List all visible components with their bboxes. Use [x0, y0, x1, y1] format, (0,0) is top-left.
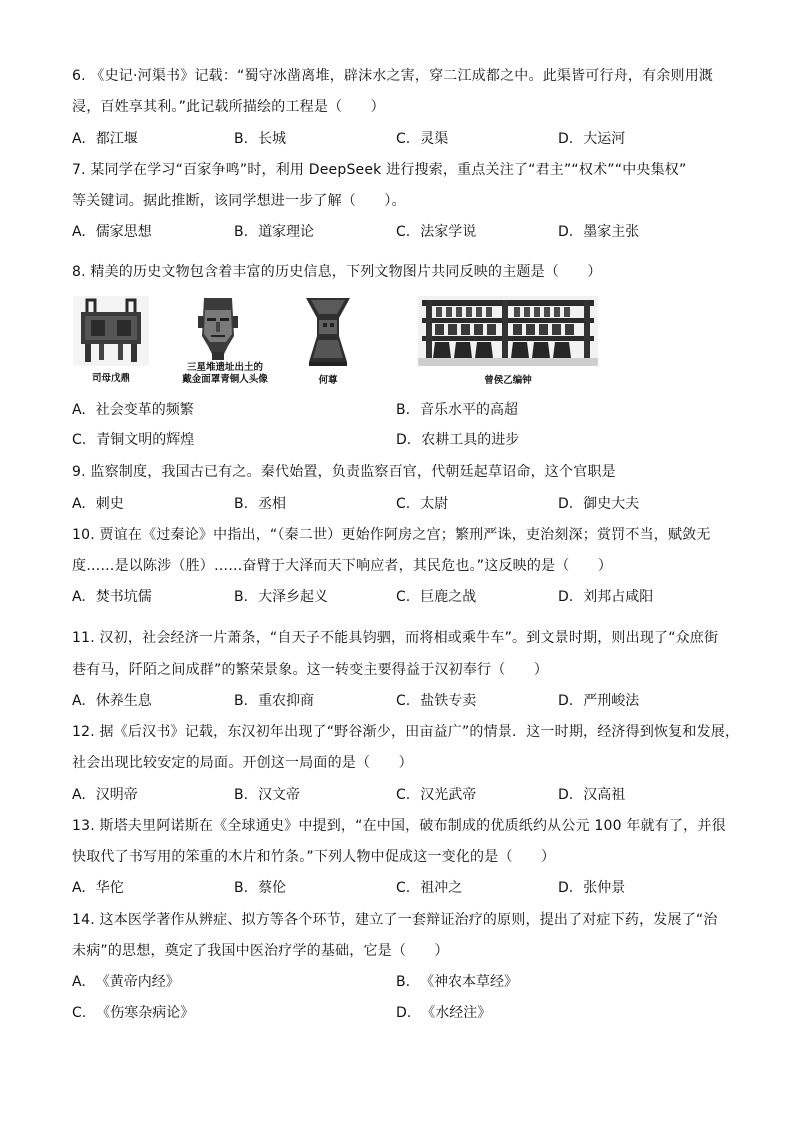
q6-option-d: D. 大运河 — [558, 131, 626, 147]
q8-option-b: B. 音乐水平的高超 — [396, 402, 519, 418]
q14-option-a: A. 《黄帝内经》 — [72, 974, 180, 990]
q11-option-c: C. 盐铁专卖 — [396, 693, 477, 709]
sanxingdui-caption-line2: 戴金面罩青铜人头像 — [182, 374, 268, 385]
q6-option-b: B. 长城 — [234, 131, 287, 147]
q10-stem-line2: 度……是以陈涉（胜）……奋臂于大泽而天下响应者，其民危也。”这反映的是（ ） — [72, 558, 613, 574]
q9-option-b: B. 丞相 — [234, 496, 287, 512]
q12-option-b: B. 汉文帝 — [234, 787, 301, 803]
sanxingdui-caption-line1: 三星堆遗址出土的 — [186, 362, 263, 373]
q14-stem-line2: 未病”的思想，奠定了我国中医治疗学的基础，它是（ ） — [72, 943, 449, 959]
q14-stem-line1: 14. 这本医学著作从辨症、拟方等各个环节，建立了一套辩证治疗的原则，提出了对症下药，发展了“治 — [72, 912, 718, 928]
q8-stem-line1: 8. 精美的历史文物包含着丰富的历史信息，下列文物图片共同反映的主题是（ ） — [72, 264, 602, 280]
q9-option-c: C. 太尉 — [396, 496, 449, 512]
q13-stem-line1: 13. 斯塔夫里阿诺斯在《全球通史》中提到，“在中国，破布制成的优质纸约从公元 100 年就有了，并很 — [72, 818, 726, 834]
sanxingdui-bronze-head-image — [195, 296, 241, 360]
q7-stem-line1: 7. 某同学在学习“百家争鸣”时，利用 DeepSeek 进行搜索，重点关注了“君主”“权术”“中央集权” — [72, 162, 687, 178]
q13-option-d: D. 张仲景 — [558, 880, 626, 896]
q11-option-a: A. 休养生息 — [72, 693, 152, 709]
q6-stem-line1: 6. 《史记·河渠书》记载：“蜀守冰凿离堆，辟沫水之害，穿二江成都之中。此渠皆可行舟，有余则用溉 — [72, 68, 714, 84]
q11-stem-line2: 巷有马，阡陌之间成群”的繁荣景象。这一转变主要得益于汉初奉行（ ） — [72, 662, 549, 678]
q9-stem-line1: 9. 监察制度，我国古已有之。秦代始置，负责监察百官，代朝廷起草诏命，这个官职是 — [72, 464, 616, 480]
q14-option-c: C. 《伤寒杂病论》 — [72, 1005, 195, 1021]
q10-option-a: A. 焚书坑儒 — [72, 589, 152, 605]
q6-option-a: A. 都江堰 — [72, 131, 138, 147]
q6-stem-line2: 浸，百姓享其利。”此记载所描绘的工程是（ ） — [72, 99, 385, 115]
q13-option-a: A. 华佗 — [72, 880, 124, 896]
q12-stem-line1: 12. 据《后汉书》记载，东汉初年出现了“野谷渐少，田亩益广”的情景．这一时期，经济得到恢复和发展， — [72, 724, 740, 740]
q14-option-d: D. 《水经注》 — [396, 1005, 492, 1021]
q10-option-c: C. 巨鹿之战 — [396, 589, 477, 605]
q12-option-a: A. 汉明帝 — [72, 787, 138, 803]
simuwu-ding-caption: 司母戊鼎 — [91, 373, 130, 384]
q13-stem-line2: 快取代了书写用的笨重的木片和竹条。”下列人物中促成这一变化的是（ ） — [72, 849, 556, 865]
q8-option-d: D. 农耕工具的进步 — [396, 432, 520, 448]
q7-stem-line2: 等关键词。据此推断，该同学想进一步了解（ ）。 — [72, 193, 406, 209]
q7-option-b: B. 道家理论 — [234, 224, 315, 240]
q12-option-c: C. 汉光武帝 — [396, 787, 477, 803]
q13-option-c: C. 祖冲之 — [396, 880, 463, 896]
q8-option-c: C. 青铜文明的辉煌 — [72, 432, 195, 448]
q8-option-a: A. 社会变革的频繁 — [72, 402, 194, 418]
bianzhong-caption: 曾侯乙编钟 — [484, 375, 532, 386]
q11-option-d: D. 严刑峻法 — [558, 693, 640, 709]
he-zun-image — [303, 296, 353, 368]
q14-option-b: B. 《神农本草经》 — [396, 974, 519, 990]
q13-option-b: B. 蔡伦 — [234, 880, 287, 896]
q7-option-d: D. 墨家主张 — [558, 224, 640, 240]
q11-option-b: B. 重农抑商 — [234, 693, 315, 709]
q9-option-a: A. 刺史 — [72, 496, 124, 512]
q7-option-c: C. 法家学说 — [396, 224, 477, 240]
zenghouyi-bianzhong-image — [418, 296, 598, 366]
q6-option-c: C. 灵渠 — [396, 131, 449, 147]
q11-stem-line1: 11. 汉初，社会经济一片萧条，“自天子不能具钧驷，而将相或乘牛车”。到文景时期，则出现了“众庶街 — [72, 630, 719, 646]
q10-option-d: D. 刘邦占咸阳 — [558, 589, 654, 605]
q10-option-b: B. 大泽乡起义 — [234, 589, 329, 605]
q12-stem-line2: 社会出现比较安定的局面。开创这一局面的是（ ） — [72, 755, 413, 771]
q12-option-d: D. 汉高祖 — [558, 787, 626, 803]
q7-option-a: A. 儒家思想 — [72, 224, 152, 240]
q9-option-d: D. 御史大夫 — [558, 496, 640, 512]
he-zun-caption: 何尊 — [318, 375, 338, 386]
q10-stem-line1: 10. 贾谊在《过秦论》中指出，“（秦二世）更始作阿房之宫；繁刑严诛，吏治刻深；赏罚不当，赋敛无 — [72, 527, 711, 543]
simuwu-ding-image — [73, 296, 149, 366]
